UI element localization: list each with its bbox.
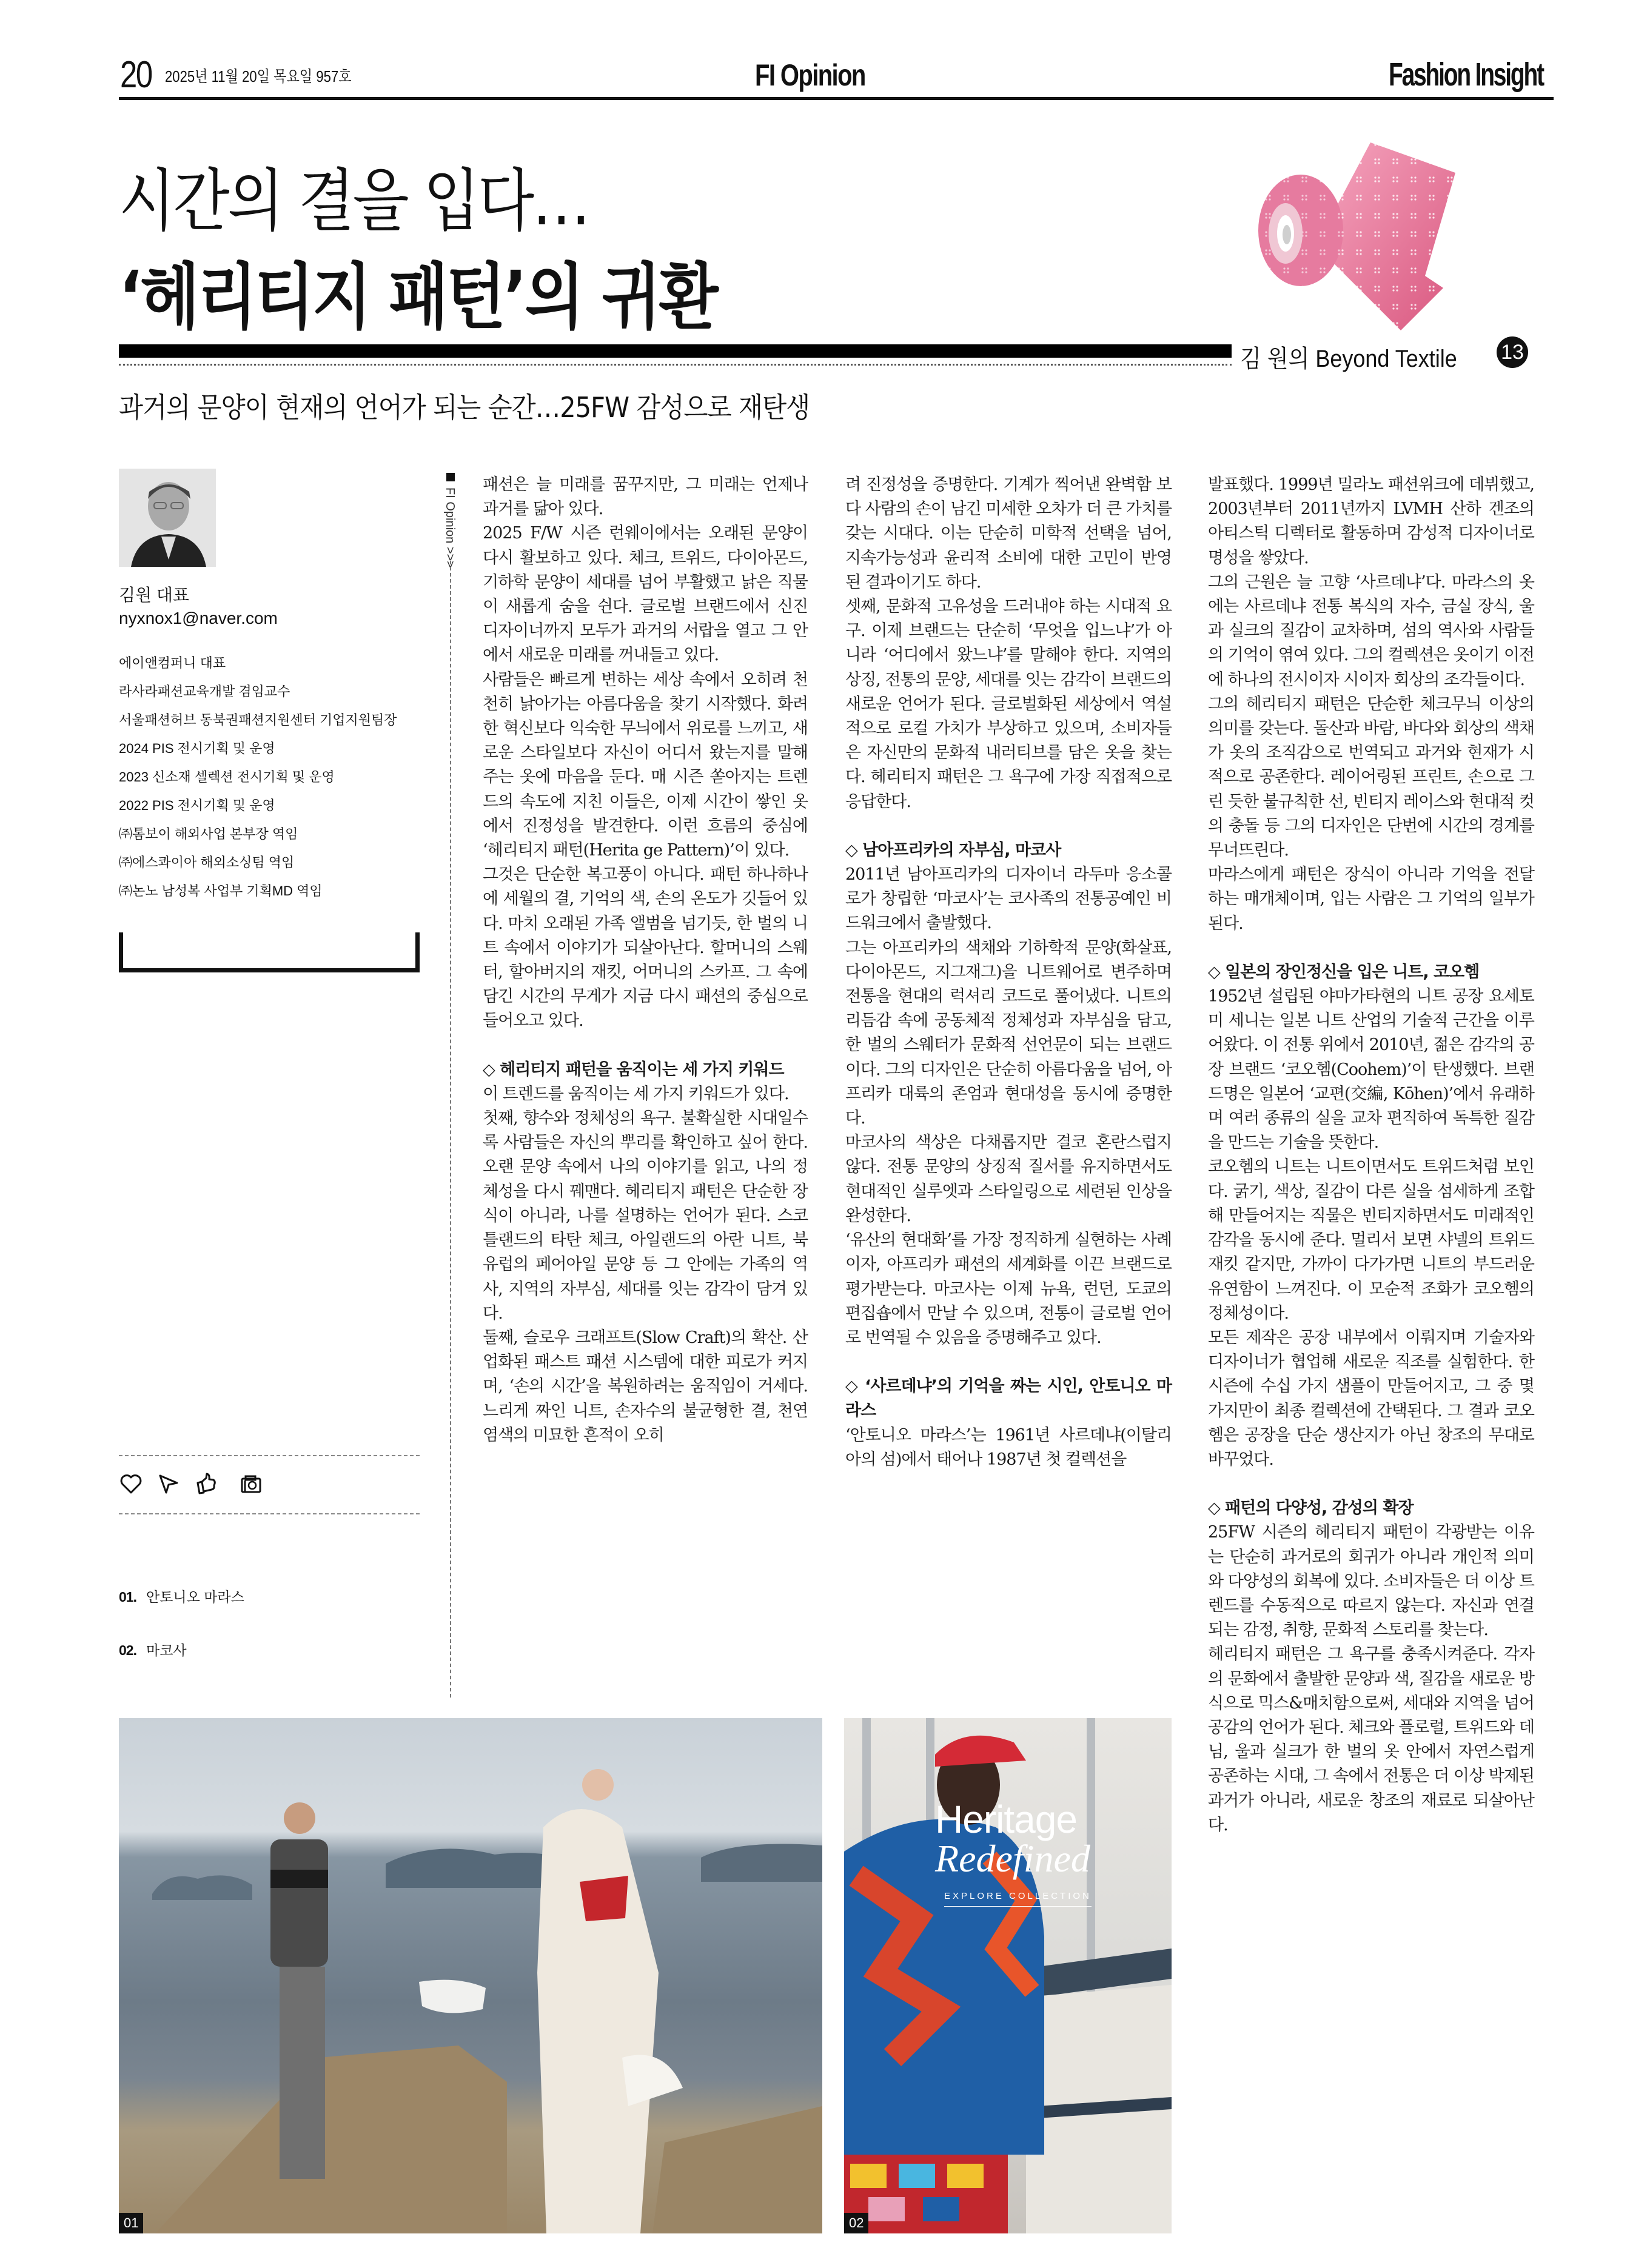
issue-date: 2025년 11월 20일 목요일 957호	[165, 67, 352, 85]
photo-maxhosa	[844, 1718, 1172, 2233]
photo-captions	[119, 1570, 244, 1677]
section-heading: ◇ 일본의 장인정신을 입은 니트, 코오헴	[1208, 962, 1480, 982]
author-portrait-placeholder	[119, 469, 216, 567]
social-icons	[119, 1472, 263, 1496]
send-icon[interactable]	[156, 1472, 181, 1496]
section-heading: ◇ 패턴의 다양성, 감성의 확장	[1208, 1499, 1414, 1518]
seaside-fashion-photo	[119, 1718, 822, 2233]
section-title: FI Opinion	[755, 58, 865, 92]
caption-item	[119, 1570, 244, 1624]
credential-item: 라사라패션교육개발 겸임교수	[119, 684, 290, 699]
credential-item: ㈜논노 남성복 사업부 기획MD 역임	[119, 883, 323, 898]
author-credentials	[119, 649, 397, 905]
icons-bottom-divider	[119, 1513, 420, 1514]
column-series-number: 13	[1497, 336, 1528, 368]
icons-top-divider	[119, 1455, 420, 1456]
page-number: 20	[120, 54, 152, 96]
caption-number: 01.	[119, 1589, 136, 1605]
column-bar	[119, 344, 1232, 358]
caption-number: 02.	[119, 1642, 136, 1658]
article-paragraph: 1952년 설립된 야마가타현의 니트 공장 요세토미 세니는 일본 니트 산업의 기술적 근간을 이루어왔다. 이 전통 위에서 2010년, 젊은 감각의 공장 브랜드 ‘코오헴(Coohem)’이 탄생했다. 브랜드명은 일본어 ‘교편(交編, Kōhen)’에서 유래하며 여러 종류의 실을 교차 편직하여 독특한 질감을 만드는 기술을 뜻한다.	[1208, 987, 1534, 1152]
article-paragraph: 마라스에게 패턴은 장식이 아니라 기억을 전달하는 매개체이며, 입는 사람은 그 기억의 일부가 된다.	[1208, 865, 1534, 933]
article-paragraph: 2025 F/W 시즌 런웨이에서는 오래된 문양이 다시 활보하고 있다. 체크, 트위드, 다이아몬드, 기하학 문양이 세대를 넘어 부활했고 낡은 직물이 새롭게 숨을 쉰다. 글로벌 브랜드에서 신진 디자이너까지 모두가 과거의 서랍을 열고 그 안에서 새로운 미래를 꺼내들고 있다.	[483, 524, 808, 665]
photo-number-tag: 02	[844, 2213, 868, 2233]
credential-item: ㈜에스콰이아 해외소싱팀 역임	[119, 855, 295, 870]
credential-item: 에이앤컴퍼니 대표	[119, 655, 226, 671]
section-spacer	[483, 1034, 808, 1058]
article-paragraph: 그의 근원은 늘 고향 ‘사르데냐’다. 마라스의 옷에는 사르데냐 전통 복식의 자수, 금실 장식, 울과 실크의 질감이 교차하며, 섬의 역사와 사람들의 기억이 엮여 있다. 그의 컬렉션은 옷이기 이전에 하나의 전시이자 시이자 회상의 조각들이다.	[1208, 572, 1534, 689]
credential-item: 2022 PIS 전시기획 및 운영	[119, 798, 275, 813]
article-paragraph: 마코사의 색상은 다채롭지만 결코 혼란스럽지 않다. 전통 문양의 상징적 질서를 유지하면서도 현대적인 실루엣과 스타일링으로 세련된 인상을 완성한다.	[845, 1133, 1172, 1225]
section-spacer	[845, 1350, 1172, 1374]
camera-icon[interactable]	[239, 1472, 263, 1496]
credential-item: 2024 PIS 전시기획 및 운영	[119, 741, 275, 756]
section-spacer	[845, 814, 1172, 838]
credential-item: 서울패션허브 동북권패션지원센터 기업지원팀장	[119, 712, 397, 728]
heart-icon[interactable]	[119, 1472, 143, 1496]
article-paragraph: 첫째, 향수와 정체성의 욕구. 불확실한 시대일수록 사람들은 자신의 뿌리를 확인하고 싶어 한다. 오랜 문양 속에서 나의 이야기를 읽고, 나의 정체성을 다시 꿰맨다. 헤리티지 패턴은 단순한 장식이 아니라, 나를 설명하는 언어가 된다. 스코틀랜드의 타탄 체크, 아일랜드의 아란 니트, 북유럽의 페어아일 문양 등 그 안에는 가족의 역사, 지역의 자부심, 세대를 잇는 감각이 담겨 있다.	[483, 1109, 808, 1323]
headline-line-1: 시간의 결을 입다…	[119, 162, 589, 241]
headline	[119, 162, 814, 339]
article-column-3	[1208, 473, 1534, 1838]
section-heading: ◇ 헤리티지 패턴을 움직이는 세 가지 키워드	[483, 1060, 784, 1079]
article-paragraph: 헤리티지 패턴은 그 욕구를 충족시켜준다. 각자의 문화에서 출발한 문양과 색, 질감을 새로운 방식으로 믹스&매치함으로써, 세대와 지역을 넘어 공감의 언어가 된다. 체크와 플로럴, 트위드와 데님, 울과 실크가 한 벌의 옷 안에서 자연스럽게 공존하는 시대, 그 속에서 전통은 더 이상 박제된 과거가 아니라, 새로운 창조의 재료로 되살아난다.	[1208, 1645, 1534, 1835]
article-column-2	[845, 473, 1172, 1472]
article-paragraph: 25FW 시즌의 헤리티지 패턴이 각광받는 이유는 단순히 과거로의 회귀가 아니라 개인적 의미와 다양성의 회복에 있다. 소비자들은 더 이상 트렌드를 수동적으로 따르지 않는다. 자신과 연결되는 감정, 취향, 문화적 스토리를 찾는다.	[1208, 1523, 1534, 1640]
fabric-roll-illustration	[1243, 136, 1461, 343]
article-paragraph: 패션은 늘 미래를 꿈꾸지만, 그 미래는 언제나 과거를 닮아 있다.	[483, 475, 808, 519]
credential-item: ㈜톰보이 해외사업 본부장 역임	[119, 826, 298, 841]
column-series-name: 김 원의 Beyond Textile	[1240, 346, 1457, 372]
caption-text: 마코사	[146, 1642, 187, 1658]
author-name: 김원 대표	[119, 586, 189, 604]
article-paragraph: ‘안토니오 마라스’는 1961년 사르데냐(이탈리아의 섬)에서 태어나 1987년 첫 컬렉션을	[845, 1425, 1172, 1469]
author-photo	[119, 469, 216, 567]
section-heading: ◇ 남아프리카의 자부심, 마코사	[845, 840, 1061, 860]
article-paragraph: 2011년 남아프리카의 디자이너 라두마 응소콜로가 창립한 ‘마코사’는 코사족의 전통공예인 비드워크에서 출발했다.	[845, 865, 1172, 933]
section-spacer	[1208, 1472, 1534, 1496]
article-paragraph: 려 진정성을 증명한다. 기계가 찍어낸 완벽함 보다 사람의 손이 남긴 미세한 오차가 더 큰 가치를 갖는 시대다. 이는 단순히 미학적 선택을 넘어, 지속가능성과 윤리적 소비에 대한 고민이 반영된 결과이기도 하다.	[845, 475, 1172, 592]
subheadline: 과거의 문양이 현재의 언어가 되는 순간…25FW 감성으로 재탄생	[119, 391, 810, 424]
article-paragraph: 그의 헤리티지 패턴은 단순한 체크무늬 이상의 의미를 갖는다. 돌산과 바람, 바다와 회상의 색채가 옷의 조직감으로 번역되고 과거와 현재가 시적으로 공존한다. 레이어링된 프린트, 손으로 그린 듯한 불규칙한 선, 빈티지 레이스와 현대적 컷의 충돌 등 그의 디자인은 단번에 시간의 경계를 무너뜨린다.	[1208, 694, 1534, 860]
side-label: FI Opinion >>>	[443, 487, 457, 568]
ad-explore-collection: EXPLORE COLLECTION	[944, 1891, 1092, 1907]
article-paragraph: 발표했다. 1999년 밀라노 패션위크에 데뷔했고, 2003년부터 2011년까지 LVMH 산하 겐조의 아티스틱 디렉터로 활동하며 감성적 디자이너로 명성을 쌓았다.	[1208, 475, 1534, 567]
article-paragraph: 그는 아프리카의 색채와 기하학적 문양(화살표, 다이아몬드, 지그재그)을 니트웨어로 변주하며 전통을 현대의 럭셔리 코드로 풀어냈다. 니트의 리듬감 속에 공동체적 정체성과 자부심을 담고, 한 벌의 스웨터가 문화적 선언문이 되는 브랜드이다. 그의 디자인은 단순히 아름다움을 넘어, 아프리카 대륙의 존엄과 현대성을 동시에 증명한다.	[845, 938, 1172, 1128]
photo-number-tag: 01	[119, 2213, 143, 2233]
article-paragraph: 코오헴의 니트는 니트이면서도 트위드처럼 보인다. 굵기, 색상, 질감이 다른 실을 섬세하게 조합해 만들어지는 직물은 빈티지하면서도 미래적인 감각을 동시에 준다. 멀리서 보면 샤넬의 트위드 재킷 같지만, 가까이 다가가면 니트의 부드러운 유연함이 느껴진다. 이 모순적 조화가 코오헴의 정체성이다.	[1208, 1157, 1534, 1323]
caption-text: 안토니오 마라스	[146, 1589, 244, 1605]
section-heading: ◇ ‘사르데냐’의 기억을 짜는 시인, 안토니오 마라스	[845, 1377, 1172, 1420]
side-dashed-rule	[450, 561, 451, 1698]
headline-line-2: ‘헤리티지 패턴’의 귀환	[119, 255, 717, 339]
article-paragraph: 둘째, 슬로우 크래프트(Slow Craft)의 확산. 산업화된 패스트 패션 시스템에 대한 피로가 커지며, ‘손의 시간’을 복원하려는 움직임이 거세다. 느리게 짜인 니트, 손자수의 불균형한 결, 천연 염색의 미묘한 흔적이 오히	[483, 1328, 808, 1445]
column-dotted-rule	[119, 364, 1232, 366]
ad-title: Heritage	[935, 1798, 1077, 1841]
article-paragraph: 그것은 단순한 복고풍이 아니다. 패턴 하나하나에 세월의 결, 기억의 색, 손의 온도가 깃들어 있다. 마치 오래된 가족 앨범을 넘기듯, 한 벌의 니트 속에서 이야기가 되살아난다. 할머니의 스웨터, 할아버지의 재킷, 어머니의 스카프. 그 속에 담긴 시간의 무게가 지금 다시 패션의 중심으로 들어오고 있다.	[483, 865, 808, 1031]
ad-subtitle: Redefined	[935, 1837, 1090, 1880]
article-paragraph: 이 트렌드를 움직이는 세 가지 키워드가 있다.	[483, 1084, 789, 1103]
article-paragraph: 사람들은 빠르게 변하는 세상 속에서 오히려 천천히 낡아가는 아름다움을 찾기 시작했다. 화려한 혁신보다 익숙한 무늬에서 위로를 느끼고, 새로운 스타일보다 자신이 어디서 왔는지를 말해주는 옷에 마음을 둔다. 매 시즌 쏟아지는 트렌드의 속도에 지친 이들은, 이제 시간이 쌓인 옷에서 진정성을 발견한다. 이런 흐름의 중심에 ‘헤리티지 패턴(Herita ge Pattern)’이 있다.	[483, 670, 808, 860]
article-paragraph: 모든 제작은 공장 내부에서 이뤄지며 기술자와 디자이너가 협업해 새로운 직조를 실험한다. 한 시즌에 수십 가지 샘플이 만들어지고, 그 중 몇 가지만이 최종 컬렉션에 간택된다. 그 결과 코오헴은 공장을 단순 생산지가 아닌 창조의 무대로 바꾸었다.	[1208, 1328, 1534, 1469]
article-paragraph: ‘유산의 현대화’를 가장 정직하게 실현하는 사례이자, 아프리카 패션의 세계화를 이끈 브랜드로 평가받는다. 마코사는 이제 뉴욕, 런던, 도쿄의 편집숍에서 만날 수 있으며, 전통이 글로벌 언어로 번역될 수 있음을 증명해주고 있다.	[845, 1231, 1172, 1347]
article-column-1	[483, 473, 808, 1448]
author-block-bracket	[119, 932, 420, 972]
photo-antonio-marras	[119, 1718, 822, 2233]
author-email[interactable]: nyxnox1@naver.com	[119, 609, 278, 627]
side-label-marker	[446, 473, 455, 481]
section-spacer	[1208, 936, 1534, 960]
article-paragraph: 셋째, 문화적 고유성을 드러내야 하는 시대적 요구. 이제 브랜드는 단순히 ‘무엇을 입느냐’가 아니라 ‘어디에서 왔느냐’를 말해야 한다. 지역의 상징, 전통의 문양, 세대를 잇는 감각이 브랜드의 새로운 언어가 된다. 글로벌화된 세상에서 역설적으로 로컬 가치가 부상하고 있으며, 소비자들은 자신만의 문화적 내러티브를 담은 옷을 찾는다. 헤리티지 패턴은 그 욕구에 가장 직접적으로 응답한다.	[845, 597, 1172, 811]
knitwear-fashion-photo	[844, 1718, 1172, 2233]
publication-logo: Fashion Insight	[1389, 56, 1543, 93]
masthead-rule	[119, 97, 1554, 100]
caption-item	[119, 1624, 244, 1677]
thumbs-up-icon[interactable]	[194, 1472, 218, 1496]
credential-item: 2023 신소재 셀렉션 전시기획 및 운영	[119, 769, 335, 784]
